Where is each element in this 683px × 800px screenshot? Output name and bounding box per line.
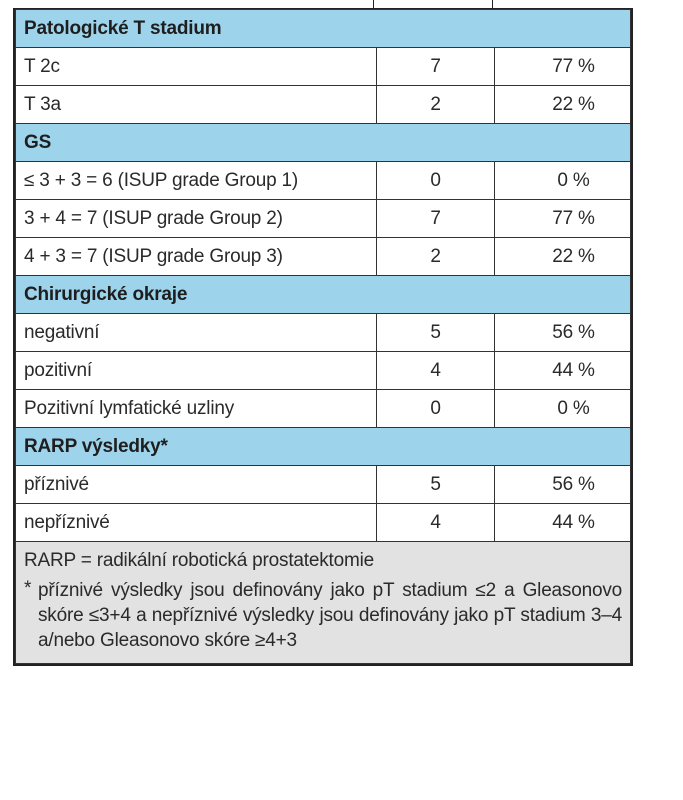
results-table bbox=[15, 9, 631, 664]
row-label: nepříznivé bbox=[16, 504, 377, 542]
abbreviation-note: RARP = radikální robotická prostatektomie bbox=[24, 550, 374, 571]
section-title: GS bbox=[16, 124, 631, 162]
row-label: 4 + 3 = 7 (ISUP grade Group 3) bbox=[16, 238, 377, 276]
row-label: T 2c bbox=[16, 48, 377, 86]
row-count: 0 bbox=[377, 162, 495, 200]
row-label: negativní bbox=[16, 314, 377, 352]
row-label: ≤ 3 + 3 = 6 (ISUP grade Group 1) bbox=[16, 162, 377, 200]
row-count: 4 bbox=[377, 504, 495, 542]
row-percent: 22 % bbox=[495, 86, 631, 124]
section-header-row bbox=[16, 276, 631, 314]
row-count: 5 bbox=[377, 314, 495, 352]
section-title: Chirurgické okraje bbox=[16, 276, 631, 314]
row-percent: 22 % bbox=[495, 238, 631, 276]
row-percent: 0 % bbox=[495, 390, 631, 428]
row-count: 7 bbox=[377, 48, 495, 86]
row-percent: 44 % bbox=[495, 504, 631, 542]
row-count: 5 bbox=[377, 466, 495, 504]
results-table-container bbox=[13, 8, 633, 666]
row-count: 2 bbox=[377, 86, 495, 124]
table-row bbox=[16, 466, 631, 504]
table-row bbox=[16, 390, 631, 428]
footnote-text: příznivé výsledky jsou definovány jako pT stadium ≤2 a Gleasonovo skóre ≤3+4 a nepříznivé výsledky jsou definovány jako pT stadium 3–4 a/nebo Gleasonovo skóre ≥4+3 bbox=[38, 580, 622, 651]
row-percent: 56 % bbox=[495, 314, 631, 352]
row-count: 4 bbox=[377, 352, 495, 390]
section-title: Patologické T stadium bbox=[16, 10, 631, 48]
row-percent: 77 % bbox=[495, 200, 631, 238]
row-label: pozitivní bbox=[16, 352, 377, 390]
row-percent: 0 % bbox=[495, 162, 631, 200]
row-count: 0 bbox=[377, 390, 495, 428]
row-count: 2 bbox=[377, 238, 495, 276]
table-row bbox=[16, 86, 631, 124]
section-header-row bbox=[16, 10, 631, 48]
table-row bbox=[16, 352, 631, 390]
table-row bbox=[16, 314, 631, 352]
row-percent: 44 % bbox=[495, 352, 631, 390]
row-label: 3 + 4 = 7 (ISUP grade Group 2) bbox=[16, 200, 377, 238]
table-row bbox=[16, 238, 631, 276]
table-row bbox=[16, 200, 631, 238]
footnote-marker: * bbox=[24, 578, 32, 599]
row-label: příznivé bbox=[16, 466, 377, 504]
footnote bbox=[24, 578, 622, 663]
row-label: Pozitivní lymfatické uzliny bbox=[16, 390, 377, 428]
section-header-row bbox=[16, 124, 631, 162]
row-percent: 56 % bbox=[495, 466, 631, 504]
section-header-row bbox=[16, 428, 631, 466]
table-footer-row bbox=[16, 542, 631, 664]
table-row bbox=[16, 162, 631, 200]
table-footer bbox=[16, 542, 631, 664]
table-row bbox=[16, 504, 631, 542]
row-label: T 3a bbox=[16, 86, 377, 124]
row-count: 7 bbox=[377, 200, 495, 238]
row-percent: 77 % bbox=[495, 48, 631, 86]
section-title: RARP výsledky* bbox=[16, 428, 631, 466]
table-row bbox=[16, 48, 631, 86]
